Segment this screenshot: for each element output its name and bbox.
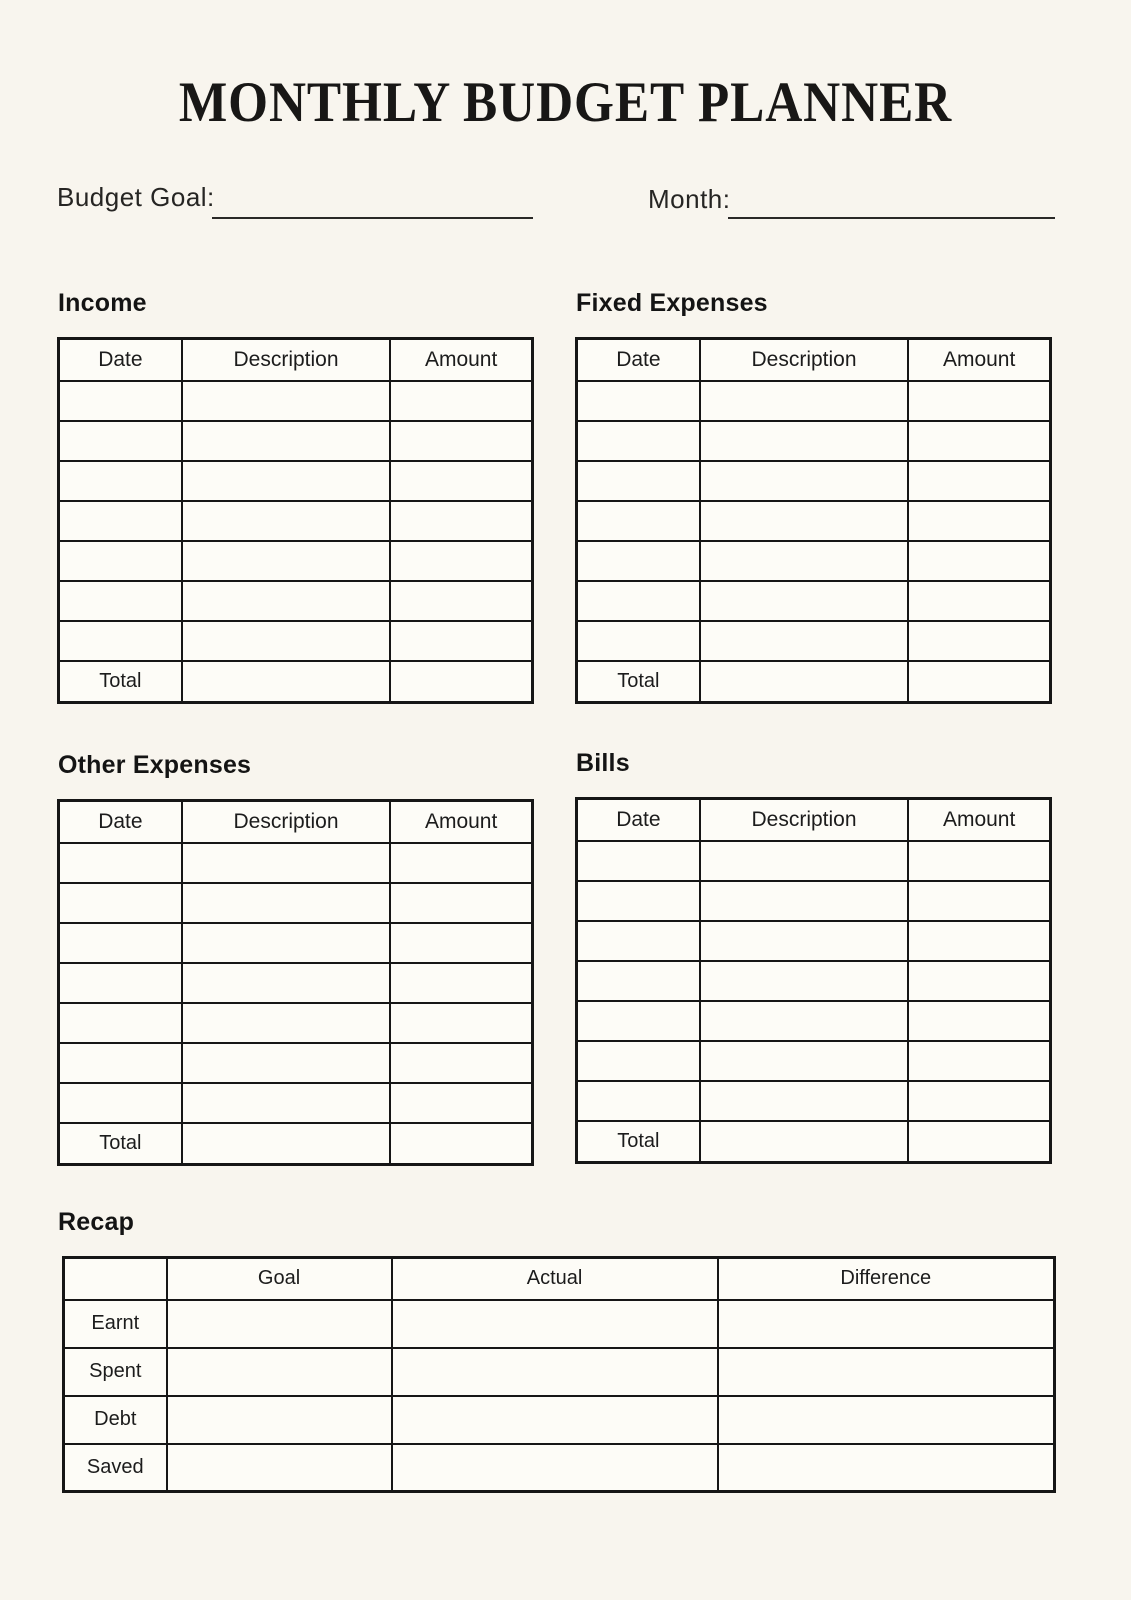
entry-cell bbox=[182, 1083, 391, 1123]
recap-entry-cell bbox=[718, 1396, 1055, 1444]
entry-cell bbox=[908, 581, 1050, 621]
entry-row bbox=[59, 1083, 533, 1123]
entry-cell bbox=[390, 963, 532, 1003]
recap-row-saved bbox=[64, 1444, 1055, 1492]
income-section bbox=[57, 289, 534, 704]
entry-cell bbox=[59, 581, 182, 621]
entry-row bbox=[577, 621, 1051, 661]
recap-entry-cell bbox=[718, 1300, 1055, 1348]
entry-cell bbox=[390, 1083, 532, 1123]
column-header-date: Date bbox=[59, 801, 182, 843]
entry-cell bbox=[577, 581, 700, 621]
bills-section bbox=[575, 749, 1052, 1164]
entry-cell bbox=[59, 421, 182, 461]
entry-row bbox=[59, 1003, 533, 1043]
entry-row bbox=[577, 541, 1051, 581]
entry-cell bbox=[59, 963, 182, 1003]
expense-header-row bbox=[59, 339, 533, 381]
fixed-expenses-section-title: Fixed Expenses bbox=[576, 289, 768, 317]
entry-cell bbox=[182, 883, 391, 923]
entry-cell bbox=[59, 883, 182, 923]
entry-row bbox=[59, 883, 533, 923]
entry-cell bbox=[390, 581, 532, 621]
entry-cell bbox=[59, 461, 182, 501]
entry-cell bbox=[390, 541, 532, 581]
recap-row-label-spent: Spent bbox=[64, 1348, 167, 1396]
expense-header-row bbox=[59, 801, 533, 843]
entry-cell bbox=[390, 923, 532, 963]
total-value-cell bbox=[908, 661, 1050, 703]
total-label: Total bbox=[577, 1121, 700, 1163]
entry-cell bbox=[59, 923, 182, 963]
entry-cell bbox=[59, 501, 182, 541]
entry-cell bbox=[390, 1003, 532, 1043]
recap-entry-cell bbox=[718, 1348, 1055, 1396]
entry-row bbox=[577, 961, 1051, 1001]
recap-row-debt bbox=[64, 1396, 1055, 1444]
recap-header-row bbox=[64, 1258, 1055, 1300]
entry-cell bbox=[182, 581, 391, 621]
entry-cell bbox=[182, 843, 391, 883]
entry-cell bbox=[59, 1003, 182, 1043]
budget-goal-label: Budget Goal: bbox=[57, 182, 215, 212]
recap-entry-cell bbox=[167, 1396, 392, 1444]
total-label: Total bbox=[577, 661, 700, 703]
total-label: Total bbox=[59, 661, 182, 703]
income-section-title: Income bbox=[58, 289, 147, 317]
entry-cell bbox=[908, 1081, 1050, 1121]
entry-row bbox=[59, 381, 533, 421]
entry-row bbox=[59, 461, 533, 501]
entry-row bbox=[577, 921, 1051, 961]
recap-corner-cell bbox=[64, 1258, 167, 1300]
bills-table bbox=[575, 797, 1052, 1164]
column-header-date: Date bbox=[59, 339, 182, 381]
entry-cell bbox=[577, 421, 700, 461]
recap-column-header-actual: Actual bbox=[392, 1258, 718, 1300]
entry-row bbox=[577, 1081, 1051, 1121]
month-write-in-line bbox=[728, 217, 1055, 219]
entry-cell bbox=[908, 841, 1050, 881]
entry-cell bbox=[182, 1043, 391, 1083]
entry-cell bbox=[577, 921, 700, 961]
entry-row bbox=[59, 1043, 533, 1083]
total-row bbox=[59, 661, 533, 703]
entry-cell bbox=[700, 1001, 909, 1041]
entry-row bbox=[59, 581, 533, 621]
entry-cell bbox=[390, 843, 532, 883]
entry-cell bbox=[59, 541, 182, 581]
entry-cell bbox=[908, 961, 1050, 1001]
entry-cell bbox=[182, 923, 391, 963]
recap-entry-cell bbox=[718, 1444, 1055, 1492]
recap-row-label-earnt: Earnt bbox=[64, 1300, 167, 1348]
entry-row bbox=[577, 461, 1051, 501]
entry-row bbox=[59, 843, 533, 883]
entry-row bbox=[59, 541, 533, 581]
entry-cell bbox=[577, 381, 700, 421]
entry-row bbox=[577, 881, 1051, 921]
entry-cell bbox=[700, 881, 909, 921]
month-label: Month: bbox=[648, 184, 731, 214]
budget-goal-write-in-line bbox=[212, 217, 533, 219]
entry-cell bbox=[182, 461, 391, 501]
entry-cell bbox=[700, 501, 909, 541]
entry-cell bbox=[577, 621, 700, 661]
column-header-date: Date bbox=[577, 339, 700, 381]
recap-section bbox=[57, 1208, 1051, 1493]
entry-cell bbox=[908, 541, 1050, 581]
entry-cell bbox=[577, 501, 700, 541]
entry-cell bbox=[182, 501, 391, 541]
column-header-amount: Amount bbox=[908, 799, 1050, 841]
fixed-expenses-table bbox=[575, 337, 1052, 704]
recap-entry-cell bbox=[392, 1300, 718, 1348]
page-title: MONTHLY BUDGET PLANNER bbox=[178, 71, 953, 134]
entry-cell bbox=[700, 461, 909, 501]
column-header-amount: Amount bbox=[390, 339, 532, 381]
entry-row bbox=[59, 501, 533, 541]
recap-column-header-goal: Goal bbox=[167, 1258, 392, 1300]
entry-row bbox=[577, 501, 1051, 541]
entry-cell bbox=[390, 461, 532, 501]
column-header-date: Date bbox=[577, 799, 700, 841]
entry-cell bbox=[182, 541, 391, 581]
recap-row-label-debt: Debt bbox=[64, 1396, 167, 1444]
entry-cell bbox=[182, 1003, 391, 1043]
recap-entry-cell bbox=[167, 1300, 392, 1348]
total-value-cell bbox=[390, 1123, 532, 1165]
entry-cell bbox=[577, 961, 700, 1001]
entry-cell bbox=[908, 381, 1050, 421]
total-row bbox=[577, 1121, 1051, 1163]
recap-entry-cell bbox=[392, 1348, 718, 1396]
entry-cell bbox=[390, 421, 532, 461]
entry-cell bbox=[59, 621, 182, 661]
entry-cell bbox=[577, 541, 700, 581]
entry-row bbox=[577, 1041, 1051, 1081]
entry-cell bbox=[59, 843, 182, 883]
entry-cell bbox=[700, 581, 909, 621]
entry-cell bbox=[700, 921, 909, 961]
entry-row bbox=[59, 963, 533, 1003]
total-value-cell bbox=[390, 661, 532, 703]
column-header-description: Description bbox=[700, 339, 909, 381]
entry-row bbox=[59, 421, 533, 461]
recap-entry-cell bbox=[392, 1444, 718, 1492]
entry-cell bbox=[577, 841, 700, 881]
entry-cell bbox=[390, 1043, 532, 1083]
entry-cell bbox=[390, 501, 532, 541]
total-label: Total bbox=[59, 1123, 182, 1165]
entry-row bbox=[577, 841, 1051, 881]
total-value-cell bbox=[182, 661, 391, 703]
entry-cell bbox=[59, 1043, 182, 1083]
total-value-cell bbox=[700, 1121, 909, 1163]
entry-cell bbox=[182, 621, 391, 661]
entry-cell bbox=[700, 421, 909, 461]
expense-header-row bbox=[577, 799, 1051, 841]
entry-cell bbox=[390, 621, 532, 661]
column-header-description: Description bbox=[182, 339, 391, 381]
entry-cell bbox=[908, 921, 1050, 961]
entry-cell bbox=[59, 381, 182, 421]
entry-cell bbox=[908, 621, 1050, 661]
entry-row bbox=[59, 923, 533, 963]
entry-cell bbox=[700, 541, 909, 581]
recap-entry-cell bbox=[392, 1396, 718, 1444]
entry-cell bbox=[182, 963, 391, 1003]
recap-column-header-difference: Difference bbox=[718, 1258, 1055, 1300]
entry-cell bbox=[182, 381, 391, 421]
entry-cell bbox=[908, 461, 1050, 501]
total-value-cell bbox=[182, 1123, 391, 1165]
entry-cell bbox=[700, 621, 909, 661]
column-header-amount: Amount bbox=[908, 339, 1050, 381]
total-value-cell bbox=[700, 661, 909, 703]
other-expenses-section-title: Other Expenses bbox=[58, 751, 252, 779]
total-row bbox=[577, 661, 1051, 703]
bills-section-title: Bills bbox=[576, 749, 630, 777]
entry-cell bbox=[577, 461, 700, 501]
entry-row bbox=[577, 421, 1051, 461]
other-expenses-table bbox=[57, 799, 534, 1166]
entry-cell bbox=[908, 1001, 1050, 1041]
column-header-amount: Amount bbox=[390, 801, 532, 843]
recap-entry-cell bbox=[167, 1348, 392, 1396]
fixed-expenses-section bbox=[575, 289, 1052, 704]
entry-cell bbox=[908, 421, 1050, 461]
entry-cell bbox=[700, 841, 909, 881]
entry-row bbox=[577, 581, 1051, 621]
entry-cell bbox=[182, 421, 391, 461]
entry-cell bbox=[908, 1041, 1050, 1081]
total-value-cell bbox=[908, 1121, 1050, 1163]
recap-row-label-saved: Saved bbox=[64, 1444, 167, 1492]
recap-row-earnt bbox=[64, 1300, 1055, 1348]
entry-cell bbox=[908, 881, 1050, 921]
recap-section-title: Recap bbox=[58, 1208, 135, 1236]
entry-cell bbox=[577, 1081, 700, 1121]
entry-cell bbox=[700, 961, 909, 1001]
recap-row-spent bbox=[64, 1348, 1055, 1396]
total-row bbox=[59, 1123, 533, 1165]
expense-header-row bbox=[577, 339, 1051, 381]
entry-cell bbox=[577, 1041, 700, 1081]
entry-cell bbox=[390, 381, 532, 421]
entry-row bbox=[577, 381, 1051, 421]
entry-cell bbox=[700, 1041, 909, 1081]
entry-cell bbox=[700, 381, 909, 421]
recap-table bbox=[62, 1256, 1056, 1493]
entry-cell bbox=[908, 501, 1050, 541]
entry-row bbox=[577, 1001, 1051, 1041]
other-expenses-section bbox=[57, 751, 534, 1166]
column-header-description: Description bbox=[700, 799, 909, 841]
entry-cell bbox=[700, 1081, 909, 1121]
entry-cell bbox=[577, 1001, 700, 1041]
entry-row bbox=[59, 621, 533, 661]
column-header-description: Description bbox=[182, 801, 391, 843]
entry-cell bbox=[59, 1083, 182, 1123]
entry-cell bbox=[577, 881, 700, 921]
income-table bbox=[57, 337, 534, 704]
entry-cell bbox=[390, 883, 532, 923]
recap-entry-cell bbox=[167, 1444, 392, 1492]
